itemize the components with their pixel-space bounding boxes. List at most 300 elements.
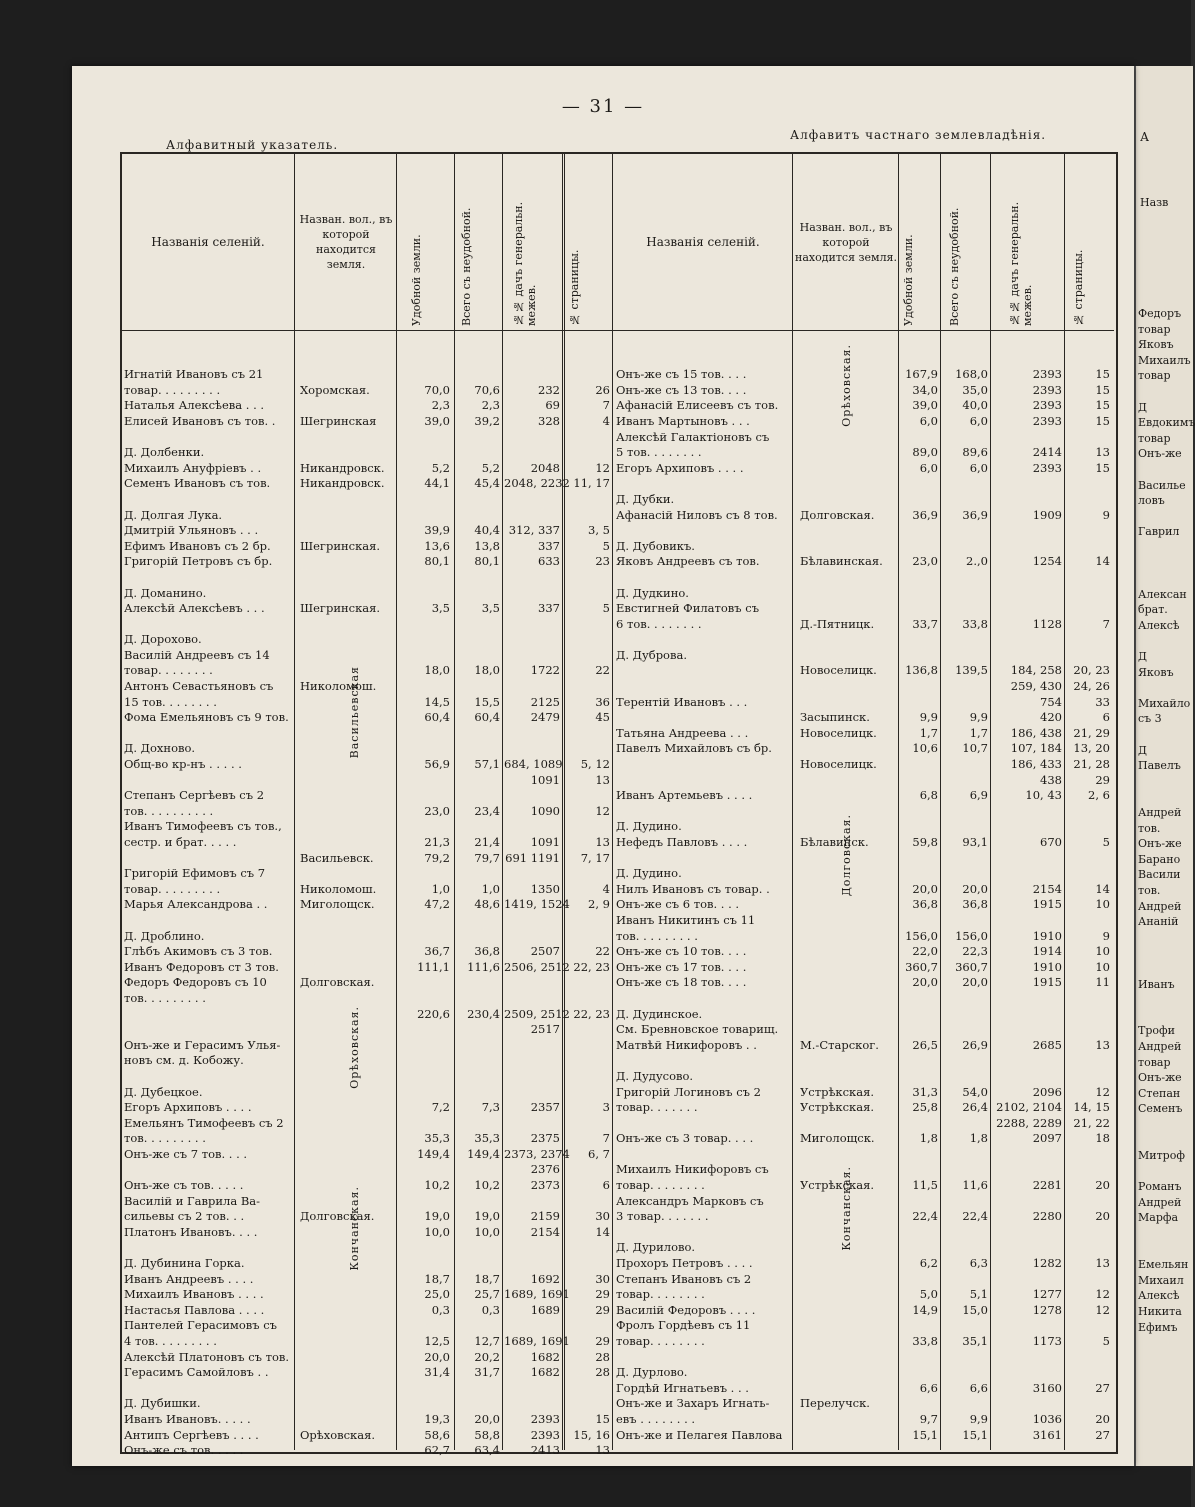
owner-name: Онъ-же съ 6 тов. . . . xyxy=(616,897,740,912)
survey-numbers: 1173 xyxy=(1032,1334,1062,1348)
arable-value: 10,6 xyxy=(912,741,938,756)
arable-value: 89,0 xyxy=(912,445,938,460)
volost-name xyxy=(300,960,396,976)
owner-name xyxy=(616,352,792,368)
arable-value xyxy=(398,1381,450,1397)
page-ref: 20 xyxy=(1095,1411,1110,1426)
page-ref: 13, 20 xyxy=(1073,741,1110,756)
total-value: 20,0 xyxy=(474,1411,500,1426)
survey-numbers: 1909 xyxy=(1032,507,1062,522)
survey-numbers: 420 xyxy=(1040,710,1062,725)
next-page-fragment: Михаил xyxy=(1138,1273,1184,1287)
total-value xyxy=(942,1053,988,1069)
survey-numbers: 2154 xyxy=(1032,881,1062,896)
survey-numbers: 328 xyxy=(538,413,560,428)
owner-name: Д. Дудино. xyxy=(616,866,682,881)
page-ref xyxy=(1066,1162,1110,1178)
next-page-fragment: Алексан xyxy=(1138,587,1187,601)
total-value: 48,6 xyxy=(474,897,500,912)
page-ref xyxy=(566,866,610,882)
survey-numbers: 754 xyxy=(1040,694,1062,709)
volost-name xyxy=(300,773,396,789)
survey-numbers: 1915 xyxy=(1032,975,1062,990)
arable-value xyxy=(900,1147,938,1163)
survey-numbers xyxy=(992,913,1062,929)
total-value xyxy=(942,773,988,789)
owner-name: Григорій Петровъ съ бр. xyxy=(124,554,273,569)
volost-name: Миголощск. xyxy=(800,1131,875,1146)
total-value xyxy=(942,757,988,773)
arable-value xyxy=(900,523,938,539)
survey-numbers: 1278 xyxy=(1032,1302,1062,1317)
next-page-fragment: Ефимъ xyxy=(1138,1320,1178,1334)
total-value xyxy=(942,586,988,602)
next-page-fragment: Онъ-же xyxy=(1138,447,1182,461)
next-page-fragment xyxy=(1136,1226,1193,1242)
owner-name xyxy=(616,1147,792,1163)
owner-name: Михаилъ Никифоровъ съ xyxy=(616,1162,769,1177)
page-ref xyxy=(566,929,610,945)
survey-numbers xyxy=(504,1053,560,1069)
survey-numbers xyxy=(504,617,560,633)
total-value xyxy=(942,1225,988,1241)
total-value: 2.,0 xyxy=(966,554,988,569)
total-value: 10,7 xyxy=(962,741,988,756)
total-value: 5,1 xyxy=(969,1287,988,1302)
page-ref: 29 xyxy=(1095,772,1110,787)
next-page-fragment: ловъ xyxy=(1138,494,1165,508)
owner-name: Д. Дудусово. xyxy=(616,1068,694,1083)
survey-numbers xyxy=(992,866,1062,882)
volost-name: Устрѣкская. xyxy=(800,1084,874,1099)
total-value xyxy=(456,991,500,1007)
arable-value xyxy=(398,1162,450,1178)
next-page-fragment: Василье xyxy=(1138,478,1186,492)
volost-name: Миголощск. xyxy=(300,897,375,912)
owner-name: Нефедъ Павловъ . . . . xyxy=(616,835,748,849)
survey-numbers: 2393 xyxy=(1032,460,1062,475)
page-ref: 9 xyxy=(1102,507,1110,522)
owner-name: товар. . . . . . . . xyxy=(616,1334,705,1348)
volost-name: Устрѣкская. xyxy=(800,1100,874,1115)
volost-name xyxy=(800,1287,898,1303)
arable-value xyxy=(900,991,938,1007)
volost-name xyxy=(300,991,396,1007)
volost-name xyxy=(800,1303,898,1319)
volost-name xyxy=(800,1381,898,1397)
arable-value: 7,2 xyxy=(431,1100,450,1115)
survey-numbers: 1689, 1691 xyxy=(504,1287,570,1302)
survey-numbers: 186, 438 xyxy=(1010,725,1062,740)
volost-name xyxy=(300,1334,396,1350)
owner-name: Игнатій Ивановъ съ 21 xyxy=(124,367,264,382)
volost-name: Новоселицк. xyxy=(800,725,877,740)
arable-value xyxy=(900,866,938,882)
survey-numbers: 1682 xyxy=(530,1365,560,1380)
arable-value: 1,0 xyxy=(431,881,450,896)
owner-name xyxy=(616,710,792,726)
total-value xyxy=(456,1240,500,1256)
next-page-fragment: товар xyxy=(1138,1055,1171,1069)
page-ref xyxy=(1066,819,1110,835)
arable-value xyxy=(900,679,938,695)
volost-name: Шегринская. xyxy=(300,601,381,616)
left-volost-column xyxy=(300,336,396,1459)
page-ref: 29 xyxy=(595,1334,610,1348)
total-value: 12,7 xyxy=(474,1334,500,1348)
survey-numbers xyxy=(504,913,560,929)
page-ref xyxy=(566,975,610,991)
header-arable-left: Удобной земли. xyxy=(410,234,423,326)
owner-name: Ефимъ Ивановъ съ 2 бр. xyxy=(124,538,271,553)
page-ref: 12 xyxy=(595,803,610,818)
volost-name xyxy=(800,1053,898,1069)
volost-name: Долговская. xyxy=(300,1209,375,1224)
next-page-fragment xyxy=(1136,1132,1193,1148)
owner-name: Пантелей Герасимовъ съ xyxy=(124,1318,277,1333)
total-value xyxy=(942,804,988,820)
owner-name: Д. Долбенки. xyxy=(124,445,205,460)
arable-value: 31,4 xyxy=(424,1365,450,1380)
volost-name xyxy=(300,1318,396,1334)
page-ref xyxy=(566,445,610,461)
next-page-fragment: Федоръ xyxy=(1138,307,1182,320)
volost-name xyxy=(300,1381,396,1397)
owner-name: Онъ-же и Герасимъ Улья- xyxy=(124,1037,281,1052)
next-page-fragment: Яковъ xyxy=(1138,665,1174,679)
owner-name: Яковъ Андреевъ съ тов. xyxy=(616,554,760,569)
page-ref: 15 xyxy=(1095,382,1110,397)
owner-name: Михаилъ Ануфріевъ . . xyxy=(124,460,262,475)
survey-numbers: 2375 xyxy=(530,1131,560,1146)
page-ref: 33 xyxy=(1095,694,1110,709)
header-right: Алфавитъ частнаго землевладѣнія. xyxy=(790,128,1047,142)
survey-numbers xyxy=(992,570,1062,586)
total-value xyxy=(456,336,500,352)
next-page-fragment: Д xyxy=(1138,743,1147,757)
arable-value xyxy=(900,1007,938,1023)
owner-name xyxy=(124,1240,292,1256)
owner-name: Д. Дудинское. xyxy=(616,1006,703,1021)
page-ref: 27 xyxy=(1095,1380,1110,1395)
total-value: 6,9 xyxy=(969,788,988,803)
owner-name: Глѣбъ Акимовъ съ 3 тов. xyxy=(124,944,273,959)
next-page-fragment xyxy=(1136,930,1193,946)
arable-value xyxy=(900,1350,938,1366)
survey-numbers xyxy=(992,1147,1062,1163)
volost-name xyxy=(300,1272,396,1288)
next-page-fragment xyxy=(1136,633,1193,649)
arable-value: 156,0 xyxy=(905,928,938,943)
total-value xyxy=(456,352,500,368)
page-ref: 22 xyxy=(595,944,610,959)
next-page-fragment: Онъ-же xyxy=(1138,837,1182,851)
owner-name: 3 товар. . . . . . . xyxy=(616,1209,709,1224)
survey-numbers: 1689, 1691 xyxy=(504,1334,570,1348)
volost-name xyxy=(800,991,898,1007)
total-value xyxy=(942,1365,988,1381)
arable-value xyxy=(900,476,938,492)
arable-value xyxy=(398,1318,450,1334)
total-value xyxy=(942,866,988,882)
owner-name: Терентій Ивановъ . . . xyxy=(616,694,748,709)
survey-numbers: 232 xyxy=(538,382,560,397)
owner-name: товар. . . . . . . . . xyxy=(124,881,221,896)
total-value: 36,8 xyxy=(962,897,988,912)
total-value xyxy=(456,1116,500,1132)
survey-numbers: 2357 xyxy=(530,1100,560,1115)
col-divider xyxy=(940,154,941,1450)
volost-name xyxy=(300,913,396,929)
page-ref xyxy=(1066,1069,1110,1085)
survey-numbers: 1915 xyxy=(1032,897,1062,912)
owner-name xyxy=(616,336,792,352)
total-value: 6,3 xyxy=(969,1256,988,1271)
survey-numbers xyxy=(504,1069,560,1085)
total-value xyxy=(942,539,988,555)
arable-value: 22,0 xyxy=(912,944,938,959)
owner-name: Василій Федоровъ . . . . xyxy=(616,1302,756,1317)
owner-name: Александръ Марковъ съ xyxy=(616,1193,764,1208)
arable-value: 19,0 xyxy=(424,1209,450,1224)
total-value: 13,8 xyxy=(474,538,500,553)
total-value: 70,6 xyxy=(474,382,500,397)
volost-name xyxy=(800,430,898,446)
total-value: 40,4 xyxy=(474,523,500,538)
header-total-left: Всего съ неудобной. xyxy=(460,207,473,326)
owner-name xyxy=(124,336,292,352)
volost-name xyxy=(300,929,396,945)
total-value: 156,0 xyxy=(955,928,988,943)
survey-numbers xyxy=(504,1038,560,1054)
page-ref: 6, 7 xyxy=(588,1146,610,1161)
owner-name: Иванъ Тимофеевъ съ тов., xyxy=(124,819,282,834)
volost-name: Шегринская xyxy=(300,413,377,428)
left-surveys-column xyxy=(504,336,570,1459)
total-value: 89,6 xyxy=(962,445,988,460)
arable-value xyxy=(398,1038,450,1054)
owner-name: Д. Доманино. xyxy=(124,585,207,600)
col-divider xyxy=(990,154,991,1450)
owner-name: Фролъ Гордѣевъ съ 11 xyxy=(616,1318,751,1333)
arable-value xyxy=(900,1069,938,1085)
survey-numbers: 1914 xyxy=(1032,944,1062,959)
page-ref: 2, 9 xyxy=(588,897,610,912)
survey-numbers: 1282 xyxy=(1032,1256,1062,1271)
survey-numbers: 1419, 1524 xyxy=(504,897,570,912)
owner-name: товар. . . . . . . . xyxy=(124,663,213,678)
next-page-fragment: Яковъ xyxy=(1138,338,1174,352)
total-value xyxy=(942,819,988,835)
survey-numbers xyxy=(992,476,1062,492)
total-value: 6,0 xyxy=(969,460,988,475)
survey-numbers: 2096 xyxy=(1032,1084,1062,1099)
owner-name: Марья Александрова . . xyxy=(124,897,268,912)
arable-value: 23,0 xyxy=(912,554,938,569)
next-page-header: А xyxy=(1140,130,1150,144)
total-value xyxy=(456,1069,500,1085)
total-value xyxy=(456,1256,500,1272)
arable-value: 26,5 xyxy=(912,1037,938,1052)
owner-name: Онъ-же и Пелагея Павлова xyxy=(616,1427,783,1442)
total-value: 80,1 xyxy=(474,554,500,569)
survey-numbers xyxy=(504,1396,560,1412)
page-ref xyxy=(1066,1396,1110,1412)
survey-numbers xyxy=(992,819,1062,835)
owner-name xyxy=(616,570,792,586)
owner-name: Онъ-же съ тов. . . . . xyxy=(124,1443,244,1458)
arable-value: 15,1 xyxy=(912,1427,938,1442)
next-page-fragment: Павелъ xyxy=(1138,759,1181,773)
survey-numbers: 691 1191 xyxy=(505,850,560,865)
survey-numbers: 2159 xyxy=(530,1209,560,1224)
survey-numbers xyxy=(504,929,560,945)
page-ref xyxy=(566,586,610,602)
volost-name xyxy=(300,1365,396,1381)
volost-name xyxy=(800,1412,898,1428)
volost-name xyxy=(300,866,396,882)
survey-numbers xyxy=(504,430,560,446)
total-value: 36,8 xyxy=(474,944,500,959)
arable-value xyxy=(900,1194,938,1210)
total-value: 35,1 xyxy=(962,1334,988,1348)
total-value: 23,4 xyxy=(474,803,500,818)
arable-value xyxy=(900,773,938,789)
volost-vertical-label: Орѣховская. xyxy=(840,344,853,427)
arable-value: 10,2 xyxy=(424,1178,450,1193)
owner-name xyxy=(124,726,292,742)
arable-value: 60,4 xyxy=(424,710,450,725)
next-page-fragment xyxy=(1136,1008,1193,1024)
owner-name: Иванъ Мартыновъ . . . xyxy=(616,413,750,428)
owner-name: Онъ-же съ 7 тов. . . . xyxy=(124,1146,248,1161)
survey-numbers xyxy=(504,1116,560,1132)
total-value: 230,4 xyxy=(467,1006,500,1021)
total-value xyxy=(456,913,500,929)
page-ref: 30 xyxy=(595,1271,610,1286)
survey-numbers: 1254 xyxy=(1032,554,1062,569)
total-value: 2,3 xyxy=(481,398,500,413)
owner-name: Алексѣй Галактіоновъ съ xyxy=(616,429,770,444)
page-ref: 15 xyxy=(1095,398,1110,413)
total-value: 19,0 xyxy=(474,1209,500,1224)
arable-value xyxy=(900,1116,938,1132)
header-volost-left: Назван. вол., въ которой находится земля. xyxy=(299,213,393,271)
page-ref: 10 xyxy=(1095,959,1110,974)
header-surveys-right: №№ дачъ генеральн. межев. xyxy=(1008,201,1034,326)
owner-name: Д. Дуброва. xyxy=(616,647,687,662)
total-value xyxy=(456,632,500,648)
survey-numbers: 633 xyxy=(538,554,560,569)
arable-value xyxy=(900,819,938,835)
total-value: 1,7 xyxy=(969,725,988,740)
owner-name: Фома Емельяновъ съ 9 тов. xyxy=(124,710,289,725)
survey-numbers: 2413 xyxy=(530,1443,560,1458)
survey-numbers: 2393 xyxy=(1032,382,1062,397)
volost-name xyxy=(800,1147,898,1163)
total-value: 9,9 xyxy=(969,710,988,725)
survey-numbers xyxy=(992,1162,1062,1178)
volost-name xyxy=(300,1116,396,1132)
volost-name xyxy=(800,1428,898,1444)
arable-value: 18,7 xyxy=(424,1271,450,1286)
survey-numbers: 1036 xyxy=(1032,1411,1062,1426)
page-ref xyxy=(566,1162,610,1178)
owner-name xyxy=(616,632,792,648)
survey-numbers xyxy=(992,1350,1062,1366)
arable-value xyxy=(900,539,938,555)
owner-name: Иванъ Федоровъ ст 3 тов. xyxy=(124,959,279,974)
total-value xyxy=(456,445,500,461)
total-value xyxy=(942,913,988,929)
right-total-column xyxy=(942,336,988,1443)
page-ref: 12 xyxy=(1095,1084,1110,1099)
volost-name xyxy=(800,570,898,586)
volost-name xyxy=(800,1272,898,1288)
page-ref: 5 xyxy=(602,601,610,616)
survey-numbers: 107, 184 xyxy=(1010,741,1062,756)
arable-value xyxy=(900,352,938,368)
volost-vertical-label: Кончанская. xyxy=(348,1186,361,1271)
page-ref xyxy=(566,1256,610,1272)
owner-name xyxy=(124,352,292,368)
arable-value: 62,7 xyxy=(424,1443,450,1458)
owner-name: Антипъ Сергѣевъ . . . . xyxy=(124,1427,259,1442)
volost-name: Николомош. xyxy=(300,881,377,896)
page-ref: 12 xyxy=(1095,1302,1110,1317)
volost-name xyxy=(800,1256,898,1272)
arable-value xyxy=(398,1069,450,1085)
next-page-fragment: Алексѣ xyxy=(1138,1289,1180,1303)
owner-name: Нилъ Ивановъ съ товар. . xyxy=(616,881,770,896)
owner-name xyxy=(124,1162,292,1178)
total-value: 3,5 xyxy=(481,601,500,616)
page-ref: 5 xyxy=(1102,835,1110,849)
survey-numbers: 259, 430 xyxy=(1010,679,1062,694)
arable-value xyxy=(900,695,938,711)
survey-numbers: 2376 xyxy=(530,1162,560,1177)
arable-value: 33,8 xyxy=(912,1334,938,1348)
owner-name xyxy=(616,1116,792,1132)
total-value: 39,2 xyxy=(474,413,500,428)
col-divider xyxy=(1064,154,1065,1450)
survey-numbers: 2393 xyxy=(1032,398,1062,413)
page-ref xyxy=(1066,523,1110,539)
survey-numbers xyxy=(992,1007,1062,1023)
survey-numbers xyxy=(992,1022,1062,1038)
owner-name xyxy=(124,1069,292,1085)
page-ref: 30 xyxy=(595,1209,610,1224)
owner-name: Иванъ Артемьевъ . . . . xyxy=(616,788,753,803)
volost-name xyxy=(800,1350,898,1366)
survey-numbers: 1128 xyxy=(1032,616,1062,631)
page-ref: 5, 12 xyxy=(580,757,610,772)
owner-name xyxy=(124,1381,292,1397)
total-value: 360,7 xyxy=(955,959,988,974)
total-value: 60,4 xyxy=(474,710,500,725)
total-value: 15,0 xyxy=(962,1302,988,1317)
next-page-fragment: тов. xyxy=(1138,883,1161,897)
arable-value xyxy=(398,430,450,446)
survey-numbers xyxy=(992,991,1062,1007)
survey-numbers xyxy=(504,1256,560,1272)
page-ref: 14 xyxy=(1095,881,1110,896)
survey-numbers xyxy=(504,1318,560,1334)
arable-value: 1,8 xyxy=(919,1131,938,1146)
page-ref: 13 xyxy=(595,835,610,849)
page-ref: 22 xyxy=(595,663,610,678)
arable-value xyxy=(398,913,450,929)
